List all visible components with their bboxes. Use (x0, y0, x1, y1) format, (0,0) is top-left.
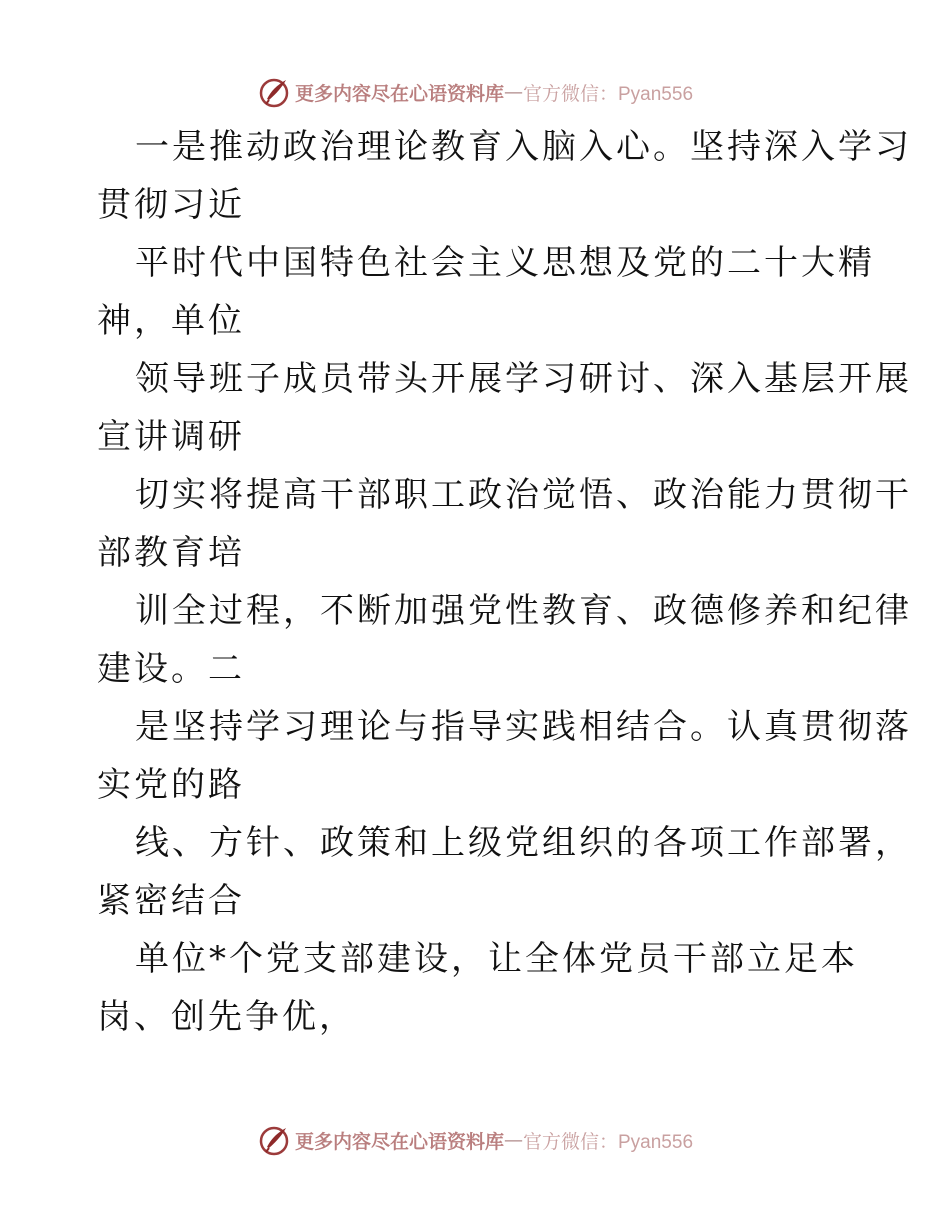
text-line: 线、方针、政策和上级党组织的各项工作部署， (135, 823, 912, 863)
document-body (97, 118, 912, 1046)
text-line: 是坚持学习理论与指导实践相结合。认真贯彻落 (135, 707, 912, 747)
header-watermark (0, 72, 950, 112)
watermark-contact: 官方微信：Pyan556 (523, 1131, 694, 1153)
text-line: 神，单位 (97, 301, 245, 341)
text-line: 单位*个党支部建设，让全体党员干部立足本 (135, 939, 858, 979)
text-line: 平时代中国特色社会主义思想及党的二十大精 (135, 243, 875, 283)
text-line: 紧密结合 (97, 881, 245, 921)
text-line: 部教育培 (97, 533, 245, 573)
watermark-contact: 官方微信：Pyan556 (523, 83, 694, 105)
text-line: 实党的路 (97, 765, 245, 805)
text-line: 切实将提高干部职工政治觉悟、政治能力贯彻干 (135, 475, 912, 515)
text-line: 训全过程，不断加强党性教育、政德修养和纪律 (135, 591, 912, 631)
text-line: 宣讲调研 (97, 417, 245, 457)
text-line: 建设。二 (97, 649, 245, 689)
quill-pen-logo-icon (257, 1123, 291, 1157)
watermark-text: 更多内容尽在心语资料库 (294, 1130, 504, 1153)
footer-watermark (0, 1120, 950, 1160)
text-line: 领导班子成员带头开展学习研讨、深入基层开展 (135, 359, 912, 399)
quill-pen-logo-icon (257, 75, 291, 109)
watermark-separator: — (504, 1129, 523, 1151)
watermark-text: 更多内容尽在心语资料库 (294, 82, 504, 105)
text-line: 岗、创先争优， (97, 997, 356, 1037)
text-line: 一是推动政治理论教育入脑入心。坚持深入学习 (135, 127, 912, 167)
watermark-separator: — (504, 81, 523, 103)
text-line: 贯彻习近 (97, 185, 245, 225)
